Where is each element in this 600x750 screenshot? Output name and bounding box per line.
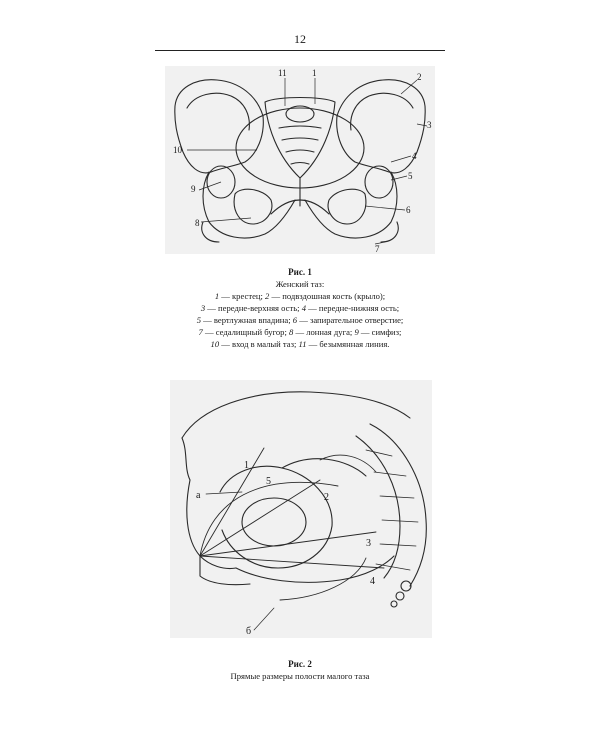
legend-number: 3	[200, 303, 206, 313]
legend-number: 5	[196, 315, 201, 325]
legend-text: — вертлужная впадина;	[200, 315, 293, 325]
legend-number: 8	[289, 327, 294, 337]
legend-text: — запирательное отверстие;	[297, 315, 404, 325]
legend-text: — седалищный бугор;	[202, 327, 290, 337]
fig1-label-1: 1	[312, 68, 317, 78]
legend-text: — передне-верхняя ость;	[205, 303, 302, 313]
fig2-label-1: 1	[244, 460, 249, 471]
pelvis-illustration	[165, 66, 435, 254]
legend-number: 4	[301, 303, 306, 313]
fig1-label-6: 6	[406, 205, 411, 215]
legend-number: 9	[354, 327, 359, 337]
fig2-label-4: 4	[370, 576, 375, 587]
figure2-caption-title: Рис. 2	[288, 659, 312, 669]
legend-number: 1	[214, 291, 220, 301]
legend-text: — крестец;	[219, 291, 266, 301]
fig1-label-7: 7	[375, 244, 380, 254]
legend-text: — лонная дуга;	[293, 327, 355, 337]
figure2-caption-subtitle: Прямые размеры полости малого таза	[230, 671, 370, 681]
legend-number: 6	[292, 315, 298, 325]
legend-line	[150, 338, 450, 350]
figure1-caption-subtitle: Женский таз:	[275, 279, 325, 289]
legend-text: — подвздошная кость (крыло);	[269, 291, 386, 301]
fig2-label-2: 2	[324, 492, 329, 503]
pelvis-figure	[165, 66, 435, 254]
fig1-label-9: 9	[191, 184, 196, 194]
legend-text: — передне-нижняя ость;	[306, 303, 400, 313]
fig1-label-2: 2	[417, 72, 422, 82]
fig1-label-11: 11	[278, 68, 287, 78]
legend-number: 2	[265, 291, 270, 301]
legend-line	[150, 290, 450, 302]
fig2-label-5: 5	[266, 476, 271, 487]
legend-number: 10	[210, 339, 220, 349]
fig1-label-5: 5	[408, 171, 413, 181]
fig2-label-a: а	[196, 490, 201, 501]
fig1-label-10: 10	[173, 145, 182, 155]
legend-line	[150, 302, 450, 314]
legend-number: 11	[298, 339, 307, 349]
legend-text: — симфиз;	[358, 327, 402, 337]
fig1-label-4: 4	[412, 151, 417, 161]
legend-line	[150, 326, 450, 338]
page-number: 12	[294, 32, 306, 46]
header-rule	[155, 50, 445, 51]
legend-line	[150, 314, 450, 326]
figure1-caption-title: Рис. 1	[288, 267, 312, 277]
fig2-label-b: б	[246, 626, 252, 637]
figure1-caption	[150, 266, 450, 350]
pelvic-cavity-figure	[170, 380, 432, 638]
legend-number: 7	[198, 327, 203, 337]
legend-text: — вход в малый таз;	[219, 339, 299, 349]
pelvic-cavity-illustration	[170, 380, 432, 638]
fig1-label-3: 3	[427, 120, 432, 130]
fig1-label-8: 8	[195, 218, 200, 228]
figure2-caption	[150, 658, 450, 682]
fig2-label-3: 3	[366, 538, 371, 549]
legend-text: — безымянная линия.	[306, 339, 390, 349]
